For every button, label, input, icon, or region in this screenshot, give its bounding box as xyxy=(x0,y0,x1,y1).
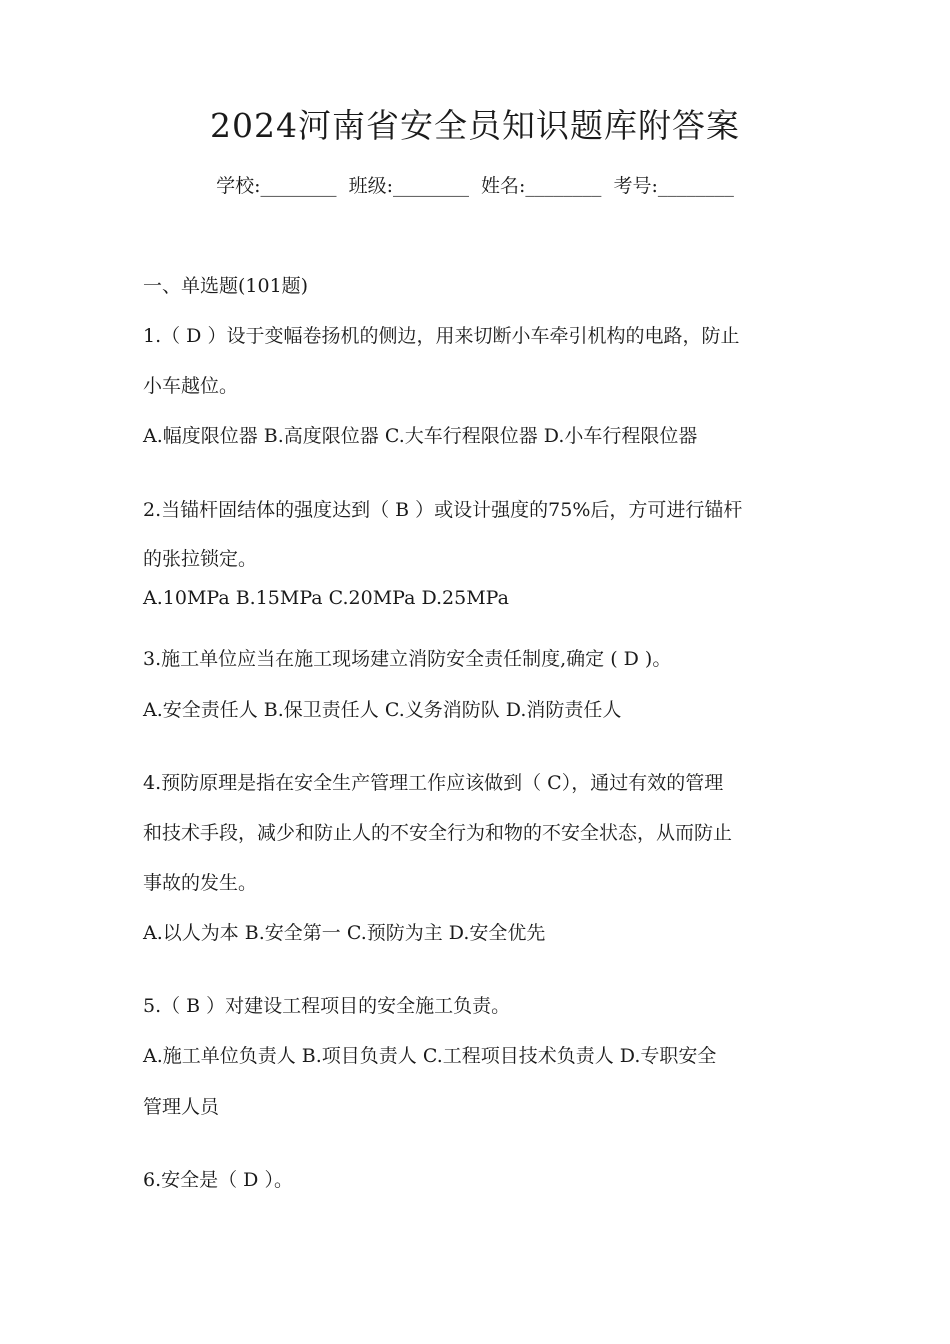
question-5-options-line-1: A.施工单位负责人 B.项目负责人 C.工程项目技术负责人 D.专职安全 xyxy=(143,1045,717,1067)
question-3-stem-line-1: 3.施工单位应当在施工现场建立消防安全责任制度,确定 ( D )。 xyxy=(143,648,672,670)
exam-number-field: 考号:________ xyxy=(613,175,734,197)
question-4-stem-line-2: 和技术手段，减少和防止人的不安全行为和物的不安全状态，从而防止 xyxy=(143,822,733,844)
question-2-stem-line-2: 的张拉锁定。 xyxy=(143,548,258,570)
question-6-stem-line-1: 6.安全是（ D ）。 xyxy=(143,1169,293,1191)
name-field: 姓名:________ xyxy=(481,175,602,197)
question-1-stem-line-2: 小车越位。 xyxy=(143,375,239,397)
question-2-options: A.10MPa B.15MPa C.20MPa D.25MPa xyxy=(143,587,509,609)
question-5-stem-line-1: 5.（ B ）对建设工程项目的安全施工负责。 xyxy=(143,995,511,1017)
question-4-stem-line-3: 事故的发生。 xyxy=(143,872,258,894)
question-3-options: A.安全责任人 B.保卫责任人 C.义务消防队 D.消防责任人 xyxy=(143,699,622,721)
document-title: 2024河南省安全员知识题库附答案 xyxy=(210,106,740,145)
class-field: 班级:________ xyxy=(348,175,469,197)
question-4-options: A.以人为本 B.安全第一 C.预防为主 D.安全优先 xyxy=(143,922,546,944)
question-1-stem-line-1: 1.（ D ）设于变幅卷扬机的侧边，用来切断小车牵引机构的电路，防止 xyxy=(143,325,740,347)
student-info-line xyxy=(0,170,950,202)
question-1-options: A.幅度限位器 B.高度限位器 C.大车行程限位器 D.小车行程限位器 xyxy=(143,425,698,447)
question-5-options-line-2: 管理人员 xyxy=(143,1096,220,1118)
section-heading: 一、单选题(101题) xyxy=(143,275,309,297)
school-field: 学校:________ xyxy=(216,175,337,197)
question-4-stem-line-1: 4.预防原理是指在安全生产管理工作应该做到（ C），通过有效的管理 xyxy=(143,772,724,794)
question-2-stem-line-1: 2.当锚杆固结体的强度达到（ B ）或设计强度的75%后，方可进行锚杆 xyxy=(143,499,743,521)
